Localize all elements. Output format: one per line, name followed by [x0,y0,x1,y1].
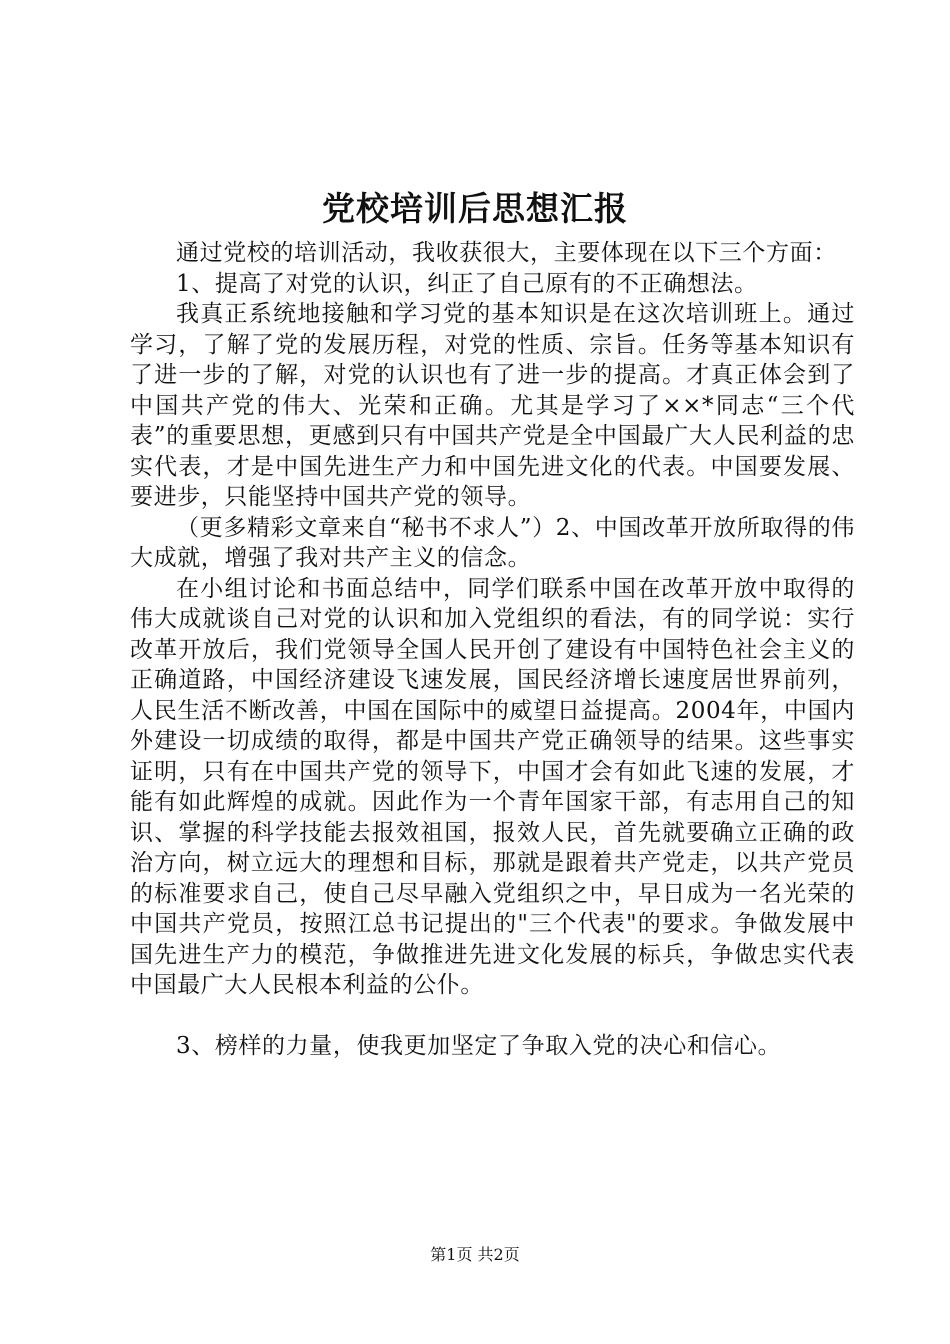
paragraph-point-1-detail: 我真正系统地接触和学习党的基本知识是在这次培训班上。通过学习，了解了党的发展历程，对党的性质、宗旨。任务等基本知识有了进一步的了解，对党的认识也有了进一步的提高。才真正体会到了中国共产党的伟大、光荣和正确。尤其是学习了××*同志“三个代表”的重要思想，更感到只有中国共产党是全中国最广大人民利益的忠实代表，才是中国先进生产力和中国先进文化的代表。中国要发展、要进步，只能坚持中国共产党的领导。 [130,301,855,510]
document-body [130,238,855,1061]
paragraph-point-2: （更多精彩文章来自“秘书不求人”）2、中国改革开放所取得的伟大成就，增强了我对共产主义的信念。 [130,514,855,571]
paragraph-point-1: 1、提高了对党的认识，纠正了自己原有的不正确想法。 [176,270,758,297]
paragraph-point-2-detail: 在小组讨论和书面总结中，同学们联系中国在改革开放中取得的伟大成就谈自己对党的认识和加入党组织的看法，有的同学说：实行改革开放后，我们党领导全国人民开创了建设有中国特色社会主义的正确道路，中国经济建设飞速发展，国民经济增长速度居世界前列，人民生活不断改善，中国在国际中的威望日益提高。2004年，中国内外建设一切成绩的取得，都是中国共产党正确领导的结果。这些事实证明，只有在中国共产党的领导下，中国才会有如此飞速的发展，才能有如此辉煌的成就。因此作为一个青年国家干部，有志用自己的知识、掌握的科学技能去报效祖国，报效人民，首先就要确立正确的政治方向，树立远大的理想和目标，那就是跟着共产党走，以共产党员的标准要求自己，使自己尽早融入党组织之中，早日成为一名光荣的中国共产党员，按照江总书记提出的"三个代表"的要求。争做发展中国先进生产力的模范，争做推进先进文化发展的标兵，争做忠实代表中国最广大人民根本利益的公仆。 [130,575,855,998]
document-title: 党校培训后思想汇报 [322,189,628,228]
page-footer: 第1页 共2页 [430,1245,520,1264]
paragraph-point-3: 3、榜样的力量，使我更加坚定了争取入党的决心和信心。 [176,1032,782,1059]
paragraph-intro: 通过党校的培训活动，我收获很大，主要体现在以下三个方面： [176,240,837,266]
